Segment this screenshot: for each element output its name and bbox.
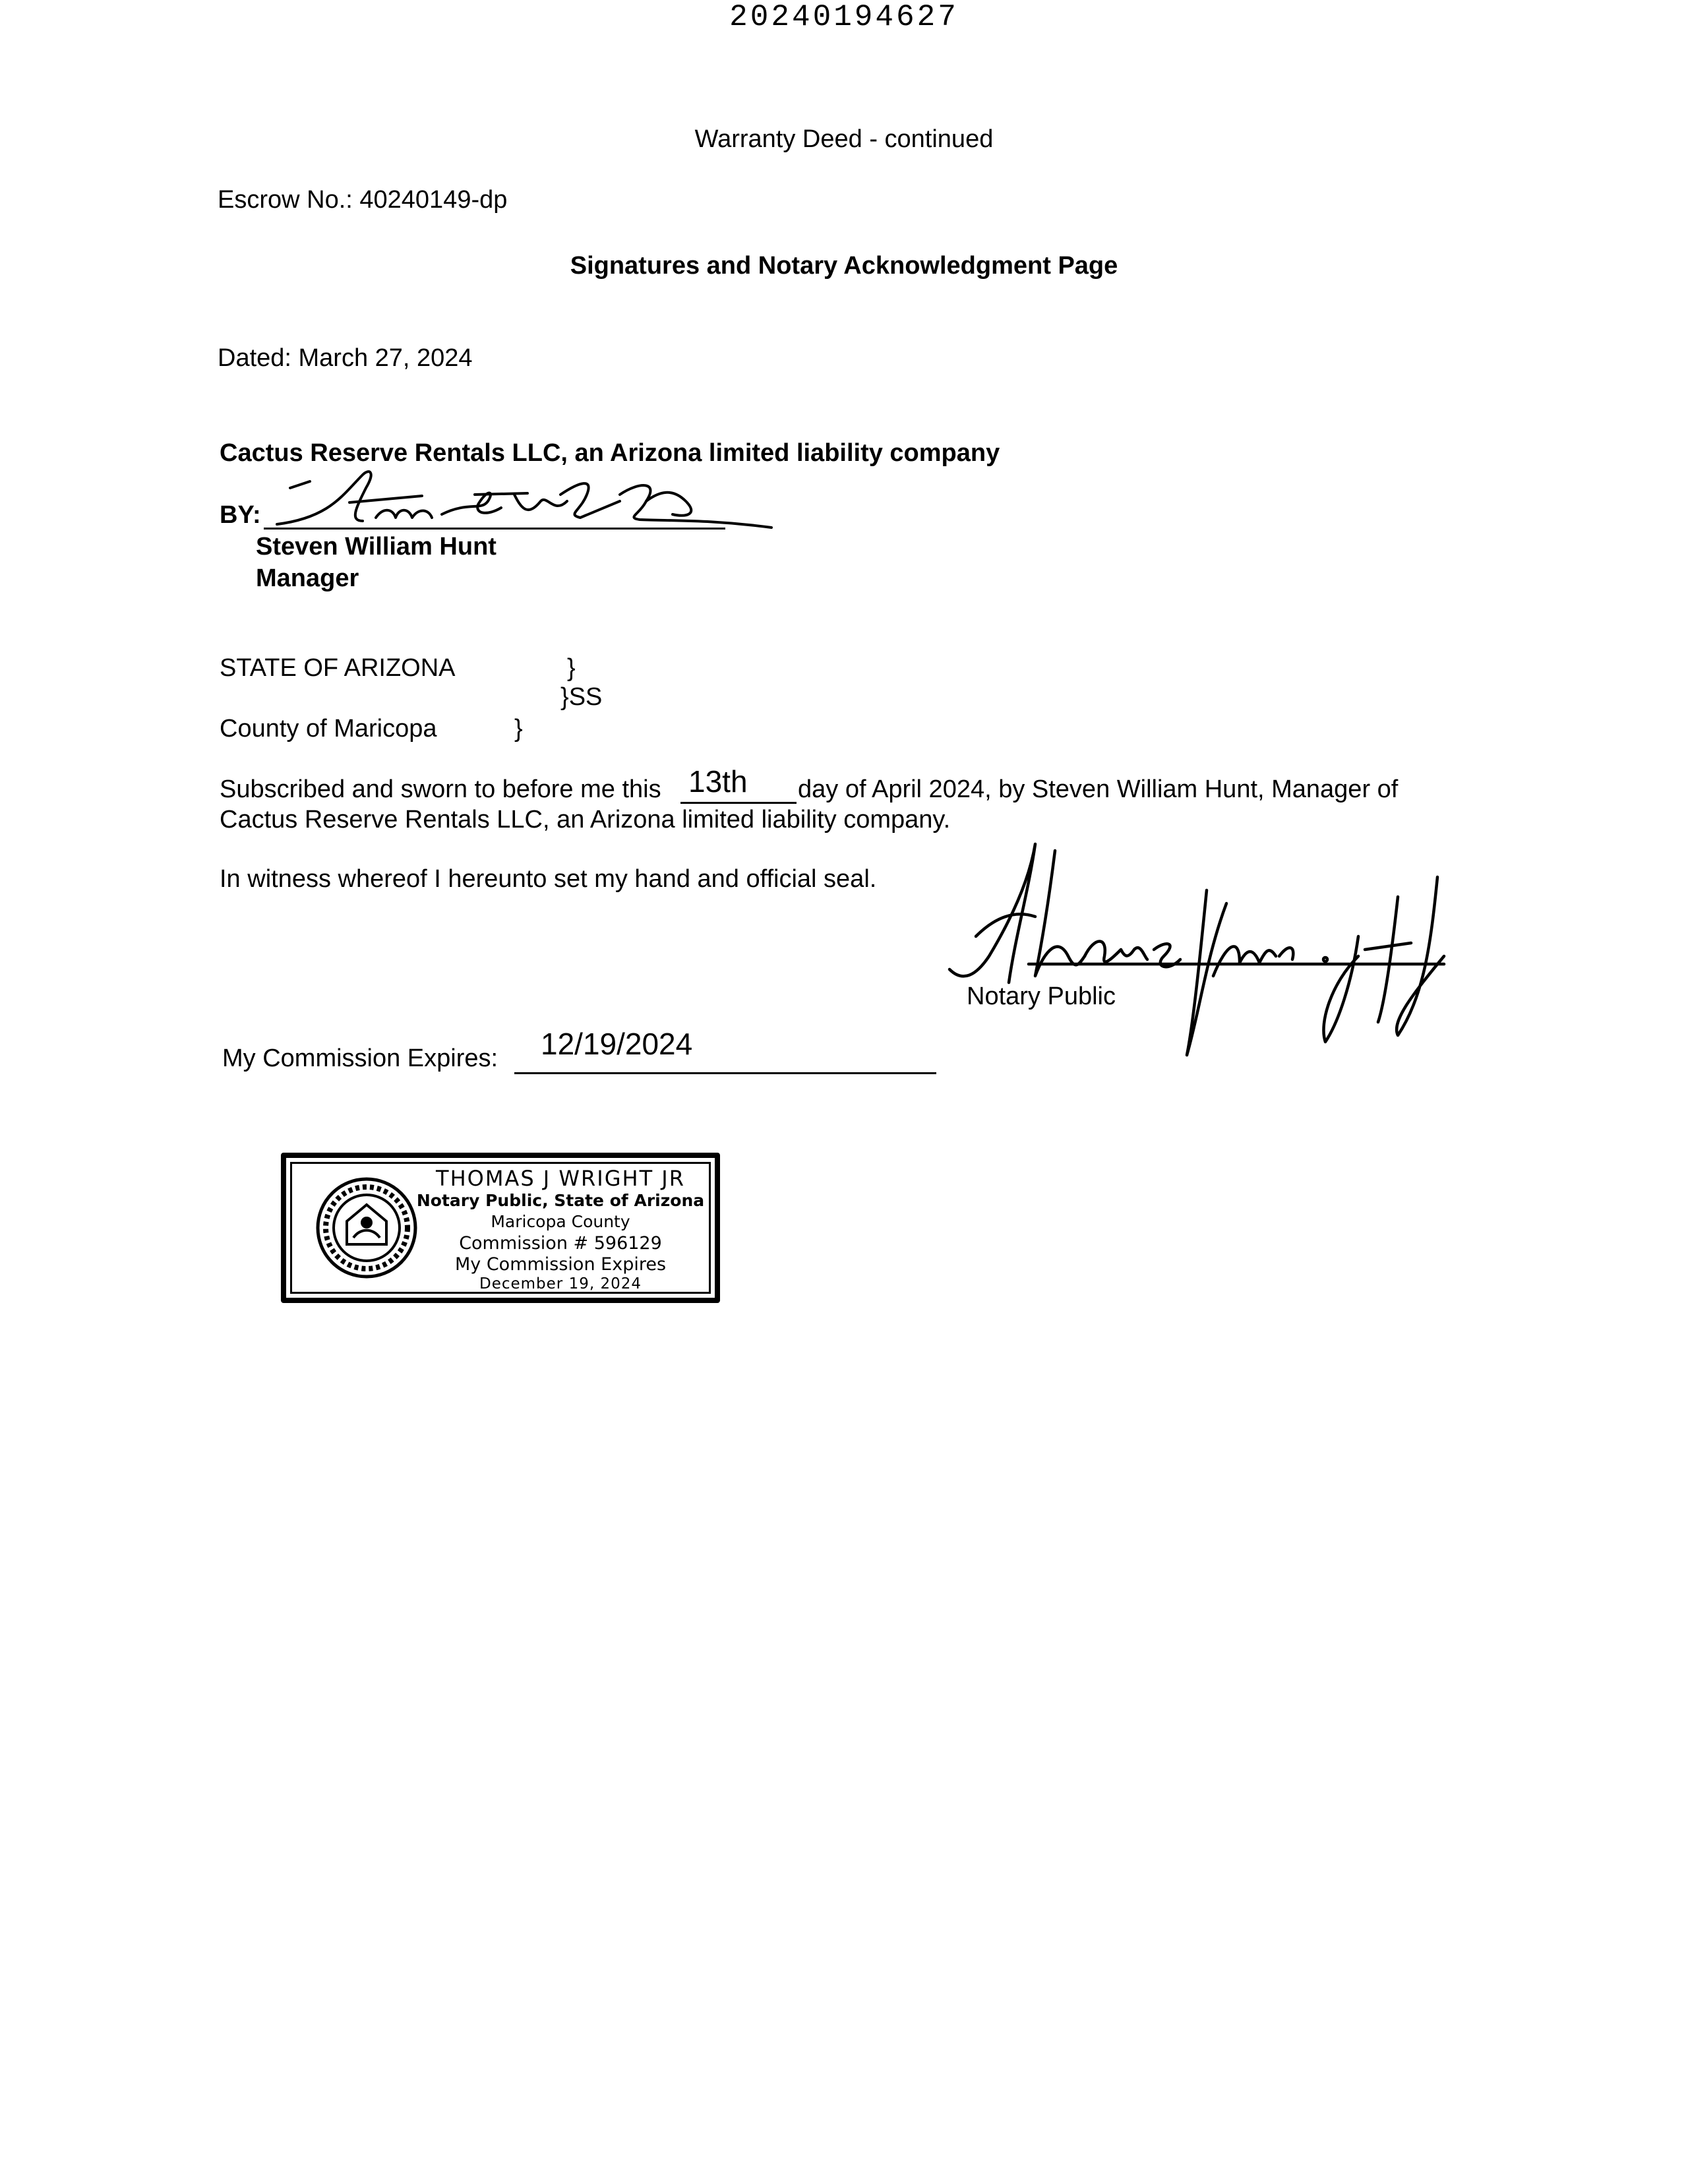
notary-signature	[936, 824, 1464, 1075]
notary-label: Notary Public	[967, 983, 1116, 1010]
day-blank	[680, 802, 797, 804]
commission-label: My Commission Expires:	[222, 1045, 498, 1072]
commission-value: 12/19/2024	[541, 1027, 693, 1061]
county-line: County of Maricopa	[220, 715, 437, 743]
state-brace: }	[567, 654, 576, 682]
by-label: BY:	[220, 501, 261, 529]
state-seal-icon	[314, 1175, 419, 1281]
notary-stamp	[281, 1153, 720, 1303]
signer-name: Steven William Hunt	[256, 533, 497, 561]
stamp-line3: Commission # 596129	[459, 1233, 662, 1254]
state-line: STATE OF ARIZONA	[220, 654, 456, 682]
document-title: Warranty Deed - continued	[694, 125, 994, 153]
stamp-line1: Notary Public, State of Arizona	[416, 1191, 705, 1210]
dated-line: Dated: March 27, 2024	[218, 344, 473, 372]
grantor-name: Cactus Reserve Rentals LLC, an Arizona limited liability company	[220, 439, 1000, 467]
subscribed-text-continued: day of April 2024, by Steven William Hunt, Manager of	[798, 775, 1399, 803]
stamp-line5: December 19, 2024	[479, 1275, 642, 1292]
day-value: 13th	[688, 764, 748, 799]
stamp-line4: My Commission Expires	[454, 1254, 667, 1275]
signer-title: Manager	[256, 564, 359, 592]
recording-number: 20240194627	[729, 0, 959, 34]
subscribed-text: Subscribed and sworn to before me this	[220, 775, 661, 803]
escrow-number: Escrow No.: 40240149-dp	[218, 186, 508, 214]
county-brace: }	[514, 715, 523, 743]
subscribed-text-line2: Cactus Reserve Rentals LLC, an Arizona limited liability company.	[220, 806, 951, 834]
ss-brace: }SS	[560, 683, 603, 711]
witness-text: In witness whereof I hereunto set my hand and official seal.	[220, 865, 877, 893]
page-heading: Signatures and Notary Acknowledgment Page	[570, 252, 1118, 280]
commission-line	[514, 1072, 936, 1074]
stamp-name: THOMAS J WRIGHT JR	[436, 1166, 685, 1191]
stamp-line2: Maricopa County	[491, 1212, 630, 1231]
